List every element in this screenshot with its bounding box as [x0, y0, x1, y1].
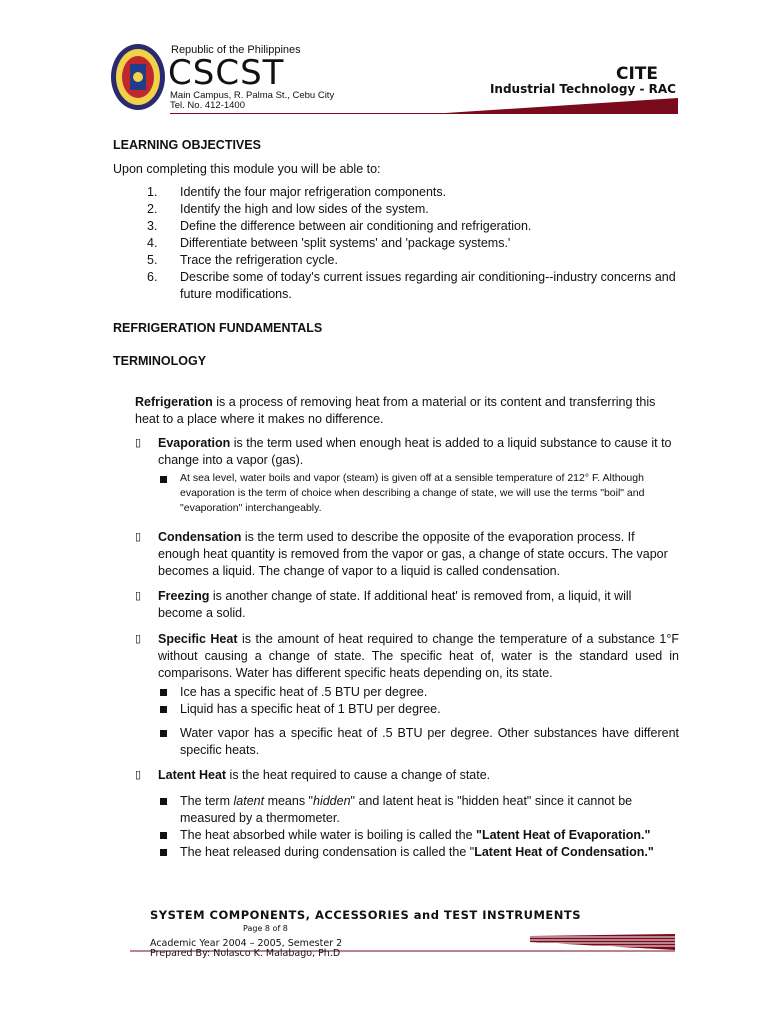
- square-bullet-icon: [160, 706, 167, 713]
- definition-text: is a process of removing heat from a material or its content and transferring this heat to a place where it makes no difference.: [135, 395, 656, 426]
- emphasis: "Latent Heat of Evaporation.": [476, 828, 651, 842]
- item-text: " and latent heat is "hidden heat" since it cannot be measured by a thermometer.: [180, 794, 633, 825]
- bullet-icon: ▯: [135, 437, 142, 449]
- list-item: [158, 471, 679, 516]
- item-text: The heat absorbed while water is boiling is called the: [180, 828, 477, 842]
- republic-text: Republic of the Philippines: [171, 44, 301, 56]
- square-bullet-icon: [160, 730, 167, 737]
- term-label: Evaporation: [158, 436, 231, 450]
- definition-evaporation: [135, 435, 679, 516]
- square-bullet-icon: [160, 832, 167, 839]
- item-text: Define the difference between air conditioning and refrigeration.: [180, 219, 532, 233]
- item-number: 5.: [147, 253, 158, 267]
- definition-text: is the heat required to cause a change of state.: [226, 768, 491, 782]
- page-number: Page 8 of 8: [243, 924, 288, 933]
- item-text: Liquid has a specific heat of 1 BTU per degree.: [180, 702, 441, 716]
- definition-latent-heat: [135, 767, 679, 861]
- college-title: CITE: [615, 64, 658, 84]
- list-item: [113, 269, 679, 303]
- sub-list: [158, 793, 679, 861]
- definition-text: is another change of state. If additional heat' is removed from, a liquid, it will become a solid.: [158, 589, 632, 620]
- objectives-list: [113, 184, 679, 303]
- bullet-icon: ▯: [135, 633, 142, 645]
- item-text: The heat released during condensation is called the ": [180, 845, 475, 859]
- list-item: [158, 827, 679, 844]
- emphasis: hidden: [313, 794, 351, 808]
- objectives-heading: LEARNING OBJECTIVES: [113, 138, 261, 152]
- academic-year: Academic Year 2004 – 2005, Semester 2: [150, 938, 343, 949]
- fundamentals-heading: REFRIGERATION FUNDAMENTALS: [113, 321, 323, 335]
- definition-condensation: [135, 529, 679, 580]
- item-text: Ice has a specific heat of .5 BTU per degree.: [180, 685, 428, 699]
- list-item: [113, 184, 679, 201]
- list-item: [158, 844, 679, 861]
- phone-line: Tel. No. 412-1400: [170, 100, 245, 111]
- bullet-icon: ▯: [135, 590, 142, 602]
- item-text: Trace the refrigeration cycle.: [180, 253, 338, 267]
- item-number: 3.: [147, 219, 158, 233]
- square-bullet-icon: [160, 689, 167, 696]
- definition-text: is the amount of heat required to change the temperature of a substance 1°F without causing a change of state. The specific heat of, water is the standard used in comparisons. Water has different specific heats depending on, its state.: [158, 632, 679, 680]
- term-label: Condensation: [158, 530, 242, 544]
- definition-freezing: [135, 588, 679, 622]
- list-item: [113, 252, 679, 269]
- bullet-icon: ▯: [135, 769, 142, 781]
- list-item: [113, 218, 679, 235]
- item-text: Identify the four major refrigeration components.: [180, 185, 447, 199]
- school-seal-logo: [110, 42, 166, 112]
- square-bullet-icon: [160, 798, 167, 805]
- term-label: Latent Heat: [158, 768, 227, 782]
- item-text: Describe some of today's current issues regarding air conditioning--industry concerns and future modifications.: [180, 270, 676, 301]
- header-accent-wedge: [430, 98, 678, 114]
- term-label: Freezing: [158, 589, 210, 603]
- bullet-icon: ▯: [135, 531, 142, 543]
- objectives-intro: Upon completing this module you will be able to:: [113, 162, 381, 176]
- terminology-heading: TERMINOLOGY: [113, 354, 207, 368]
- list-item: [113, 201, 679, 218]
- definition-text: is the term used to describe the opposite of the evaporation process. If enough heat quantity is removed from the vapor or gas, a change of state occurs. The vapor becomes a liquid. The change of vapor to a liquid is called condensation.: [158, 530, 668, 578]
- item-text: Identify the high and low sides of the system.: [180, 202, 429, 216]
- footer-title: SYSTEM COMPONENTS, ACCESSORIES and TEST INSTRUMENTS: [150, 908, 582, 922]
- list-item: [158, 684, 679, 701]
- item-text: Water vapor has a specific heat of .5 BTU per degree. Other substances have different specific heats.: [180, 726, 679, 757]
- square-bullet-icon: [160, 849, 167, 856]
- item-text: means ": [264, 794, 313, 808]
- department-title: Industrial Technology - RAC: [489, 82, 676, 96]
- item-number: 4.: [147, 236, 158, 250]
- definitions-list: [135, 435, 679, 861]
- school-address: [170, 91, 334, 111]
- list-item: [158, 725, 679, 759]
- term-label: Specific Heat: [158, 632, 238, 646]
- address-line: Main Campus, R. Palma St., Cebu City: [170, 90, 335, 101]
- refrigeration-definition: [135, 394, 679, 428]
- square-bullet-icon: [160, 476, 167, 483]
- item-number: 6.: [147, 270, 158, 284]
- emphasis: latent: [233, 794, 265, 808]
- item-text: The term: [180, 794, 234, 808]
- list-item: [158, 701, 679, 718]
- sub-list: [158, 471, 679, 516]
- prepared-by: Prepared By: Nolasco K. Malabago, Ph.D: [150, 948, 341, 959]
- emphasis: Latent Heat of Condensation.": [474, 845, 654, 859]
- item-number: 1.: [147, 185, 158, 199]
- item-number: 2.: [147, 202, 158, 216]
- list-item: [158, 793, 679, 827]
- school-name: CSCST: [168, 53, 285, 93]
- list-item: [113, 235, 679, 252]
- header-rule: [170, 113, 678, 114]
- document-body: [113, 138, 679, 861]
- item-text: Differentiate between 'split systems' and 'package systems.': [180, 236, 511, 250]
- term-label: Refrigeration: [135, 395, 213, 409]
- definition-text: is the term used when enough heat is added to a liquid substance to cause it to change into a vapor (gas).: [158, 436, 672, 467]
- item-text: At sea level, water boils and vapor (steam) is given off at a sensible temperature of 212° F. Although evaporation is the term of choice when describing a change of state, we will use the terms "boil" and "evaporation" interchangeably.: [180, 472, 645, 514]
- sub-list: [158, 684, 679, 759]
- definition-specific-heat: [135, 631, 679, 759]
